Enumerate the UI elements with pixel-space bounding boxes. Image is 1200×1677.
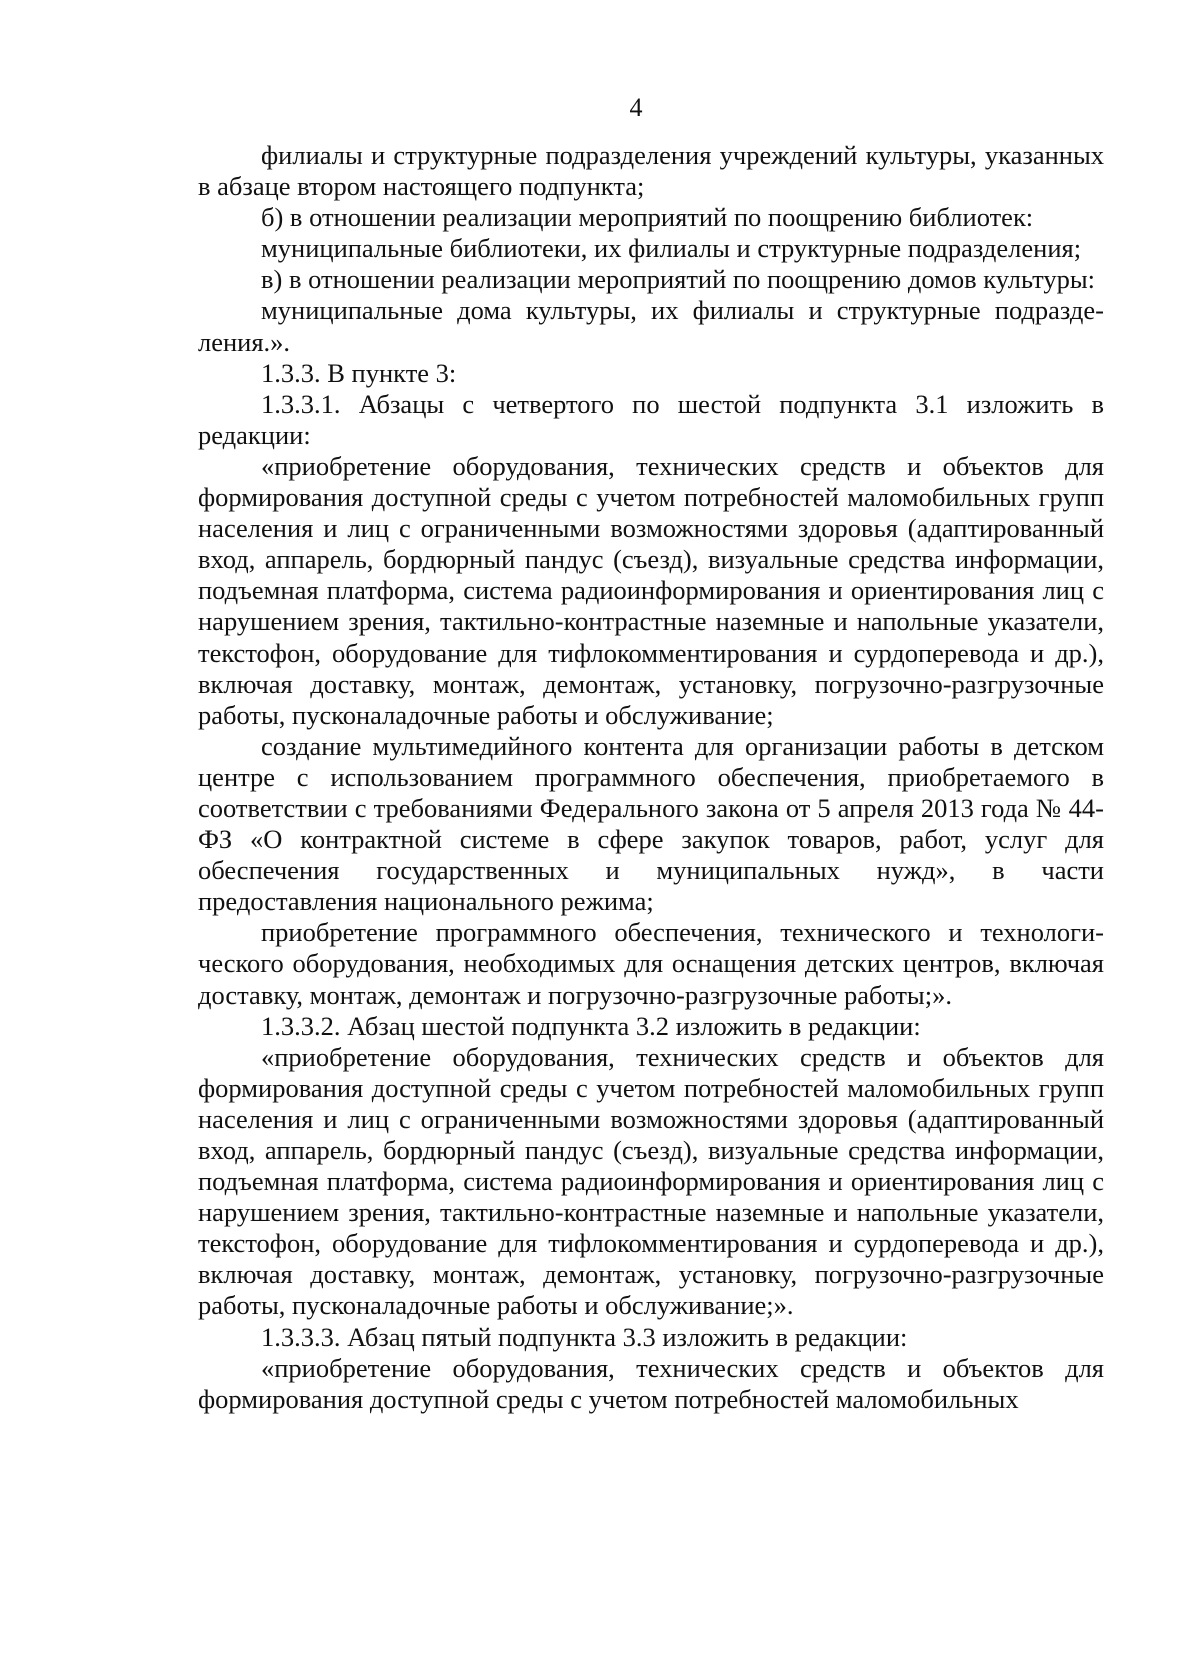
paragraph: «приобретение оборудования, технических средств и объектов для формирования доступной среды с учетом потребностей маломобильных групп населения и лиц с ограниченными возможностями здоровья (адаптированный вход, аппарель, бордюрный пандус (съезд), визуальные средства информации, подъемная платформа, система радиоинформирования и ориентирования лиц с нарушением зрения, тактильно-контрастные наземные и напольные указатели, текстофон, оборудование для тифлокомментирования и сурдоперевода и др.), включая доставку, монтаж, демонтаж, установку, погрузочно-разгрузочные работы, пусконаладочные работы и обслуживание; <box>198 450 1104 730</box>
paragraph: муниципальные дома культуры, их филиалы и структурные подразделения.». <box>198 295 1104 357</box>
paragraph: 1.3.3.2. Абзац шестой подпункта 3.2 изложить в редакции: <box>261 1010 921 1041</box>
paragraph: «приобретение оборудования, технических средств и объектов для формирования доступной среды с учетом потребностей маломобильных групп населения и лиц с ограниченными возможностями здоровья (адаптированный вход, аппарель, бордюрный пандус (съезд), визуальные средства информации, подъемная платформа, система радиоинформирования и ориентирования лиц с нарушением зрения, тактильно-контрастные наземные и напольные указатели, текстофон, оборудование для тифлокомментирования и сурдоперевода и др.), включая доставку, монтаж, демонтаж, установку, погрузочно-разгрузочные работы, пусконаладочные работы и обслуживание;». <box>198 1041 1104 1321</box>
paragraph: 1.3.3.1. Абзацы с четвертого по шестой подпункта 3.1 изложить в редакции: <box>198 388 1104 450</box>
paragraph: 1.3.3. В пункте 3: <box>261 357 457 388</box>
paragraph: в) в отношении реализации мероприятий по поощрению домов культуры: <box>261 264 1095 295</box>
paragraph: филиалы и структурные подразделения учреждений культуры, указанных в абзаце втором настоящего подпункта; <box>198 140 1104 202</box>
paragraph: «приобретение оборудования, технических средств и объектов для формирования доступной среды с учетом потребностей маломобильных <box>198 1352 1104 1414</box>
paragraph: муниципальные библиотеки, их филиалы и структурные подразделения; <box>261 233 1082 264</box>
paragraph: б) в отношении реализации мероприятий по поощрению библиотек: <box>261 202 1034 233</box>
paragraph: приобретение программного обеспечения, технического и технологического оборудования, необходимых для оснащения детских центров, включая доставку, монтаж, демонтаж и погрузочно-разгрузочные работы;». <box>198 917 1104 1010</box>
paragraph: 1.3.3.3. Абзац пятый подпункта 3.3 изложить в редакции: <box>261 1321 908 1352</box>
paragraph: создание мультимедийного контента для организации работы в детском центре с использованием программного обеспечения, приобретаемого в соответствии с требованиями Федерального закона от 5 апреля 2013 года № 44-ФЗ «О контрактной системе в сфере закупок товаров, работ, услуг для обеспечения государственных и муниципальных нужд», в части предоставления национального режима; <box>198 730 1104 917</box>
document-body <box>198 140 1104 1415</box>
page-number: 4 <box>629 93 643 122</box>
